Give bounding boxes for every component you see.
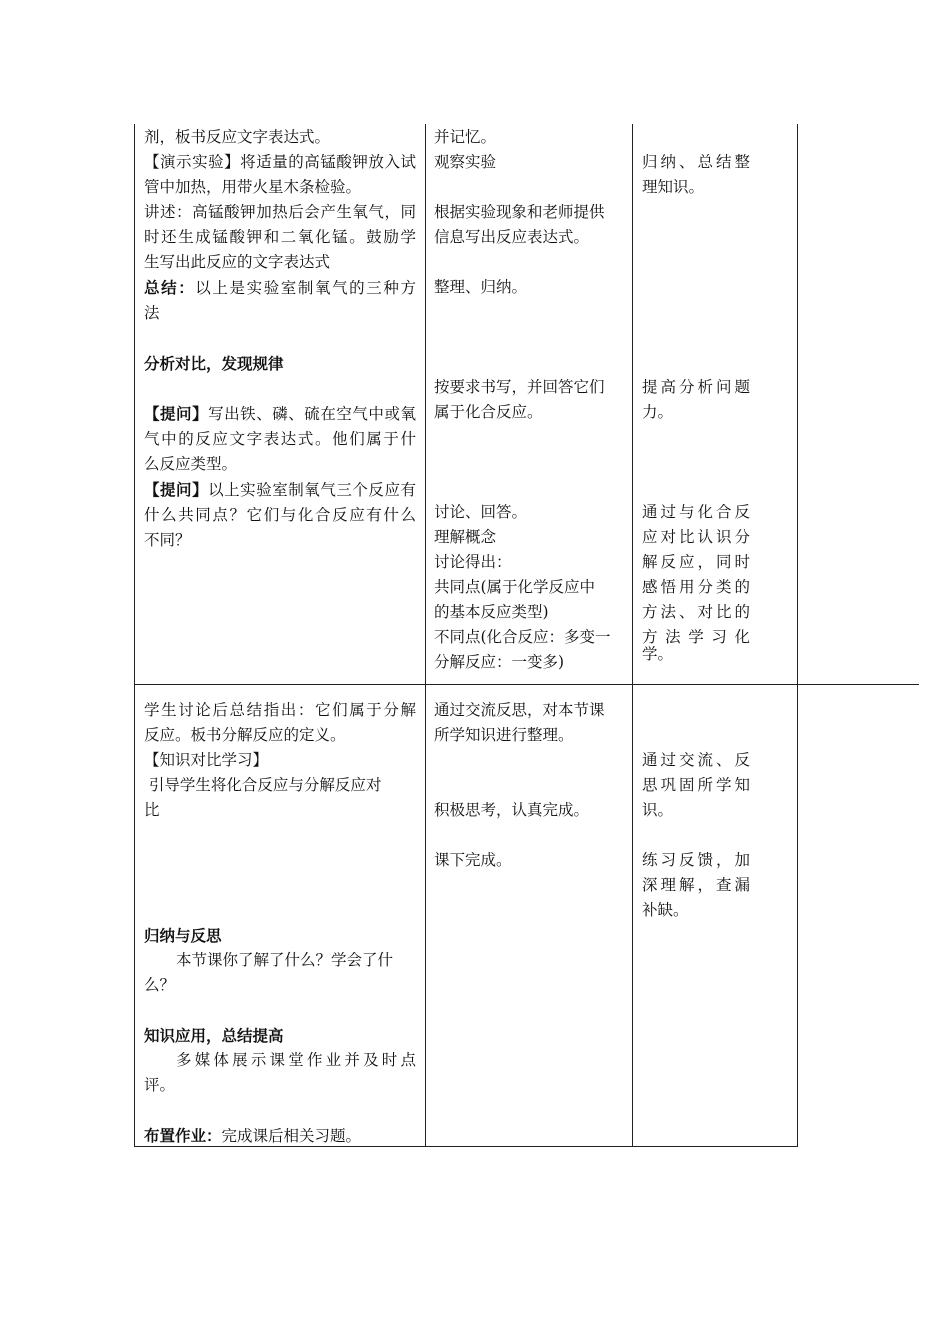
text-line: 解反应，同时 [642, 553, 750, 571]
question-label: 【提问】 [144, 480, 209, 499]
text-line: 感悟用分类的 [642, 578, 750, 596]
text-line: 引导学生将化合反应与分解反应对 [144, 776, 382, 794]
question-line [144, 477, 416, 503]
text-line: 练习反馈，加 [642, 851, 750, 869]
text-line: 比 [144, 801, 160, 819]
text-line: 剂，板书反应文字表达式。 [144, 128, 331, 146]
text-line: 多媒体展示课堂作业并及时点 [176, 1051, 416, 1069]
text-line: 讲述：高锰酸钾加热后会产生氧气，同 [144, 203, 416, 221]
text-line: 【知识对比学习】 [144, 751, 269, 769]
text-line: 不同？ [144, 531, 191, 549]
text-line: 气中的反应文字表达式。他们属于什 [144, 430, 416, 448]
text-line: 归纳、总结整 [642, 153, 750, 171]
text-line: 管中加热，用带火星木条检验。 [144, 178, 362, 196]
text-line: 本节课你了解了什么？学会了什 [176, 951, 394, 969]
summary-label: 总结： [144, 278, 196, 297]
text-line: 的基本反应类型) [434, 603, 549, 621]
text-line: 共同点(属于化学反应中 [434, 578, 596, 596]
text-line: 属于化合反应。 [434, 403, 543, 421]
text-line: 不同点(化合反应：多变一 [434, 628, 611, 646]
question-text: 以上实验室制氧气三个反应有 [208, 481, 416, 499]
question-text: 写出铁、磷、硫在空气中或氧 [208, 405, 416, 423]
question-label: 【提问】 [144, 404, 209, 423]
table-border-right [797, 124, 798, 1146]
text-line: 信息写出反应表达式。 [434, 228, 590, 246]
text-line: 生写出此反应的文字表达式 [144, 253, 331, 271]
text-line: 什么共同点？它们与化合反应有什么 [144, 506, 416, 524]
text-line: 根据实验现象和老师提供 [434, 203, 605, 221]
text-line: 应对比认识分 [642, 528, 750, 546]
design-intent-column-bottom [642, 748, 750, 923]
question-line [144, 401, 416, 427]
teacher-activity-column-bottom [144, 698, 416, 1149]
text-line: 通过交流、反 [642, 751, 750, 769]
text-line: 按要求书写，并回答它们 [434, 378, 605, 396]
table-divider-1 [425, 124, 426, 1146]
text-line: 方法、对比的 [642, 603, 750, 621]
student-activity-column-bottom [434, 698, 626, 873]
homework-text: 完成课后相关习题。 [221, 1127, 362, 1145]
text-line: 力。 [642, 403, 674, 421]
section-heading: 归纳与反思 [144, 926, 222, 945]
student-activity-column [434, 125, 626, 675]
text-line: 思巩固所学知 [642, 776, 750, 794]
text-line: 深理解，查漏 [642, 876, 750, 894]
text-line: 识。 [642, 801, 674, 819]
text-line: 时还生成锰酸钾和二氧化锰。鼓励学 [144, 228, 416, 246]
summary-text: 以上是实验室制氧气的三种方 [195, 279, 416, 297]
text-line: 补缺。 [642, 901, 689, 919]
table-divider-2 [632, 124, 633, 1146]
text-line: 【演示实验】将适量的高锰酸钾放入试 [144, 153, 416, 171]
section-heading: 知识应用，总结提高 [144, 1026, 284, 1045]
text-line: 学生讨论后总结指出：它们属于分解 [144, 701, 416, 719]
text-line: 整理、归纳。 [434, 278, 528, 296]
text-line: 提高分析问题 [642, 378, 750, 396]
text-line: 并记忆。 [434, 128, 497, 146]
text-line: 通过交流反思，对本节课 [434, 701, 605, 719]
text-line: 观察实验 [434, 153, 497, 171]
text-line: 课下完成。 [434, 851, 512, 869]
homework-label: 布置作业： [144, 1126, 222, 1145]
text-line: 反应。板书分解反应的定义。 [144, 726, 346, 744]
section-heading: 分析对比，发现规律 [144, 354, 284, 373]
homework-line [144, 1123, 416, 1149]
text-line: 方法学习化 [642, 628, 750, 646]
text-line: 法 [144, 304, 160, 322]
text-line: 评。 [144, 1076, 176, 1094]
text-line: 么？ [144, 976, 176, 994]
summary-line [144, 275, 416, 301]
text-line: 学。 [642, 645, 674, 663]
table-border-left [134, 124, 135, 1146]
table-row-divider [134, 684, 919, 685]
text-line: 所学知识进行整理。 [434, 726, 574, 744]
text-line: 分解反应：一变多) [434, 653, 565, 671]
text-line: 么反应类型。 [144, 455, 238, 473]
text-line: 讨论得出： [434, 553, 512, 571]
text-line: 积极思考，认真完成。 [434, 801, 590, 819]
text-line: 通过与化合反 [642, 503, 750, 521]
text-line: 讨论、回答。 [434, 503, 528, 521]
text-line: 理解概念 [434, 528, 497, 546]
design-intent-column [642, 150, 750, 667]
teacher-activity-column [144, 125, 416, 553]
text-line: 理知识。 [642, 178, 705, 196]
